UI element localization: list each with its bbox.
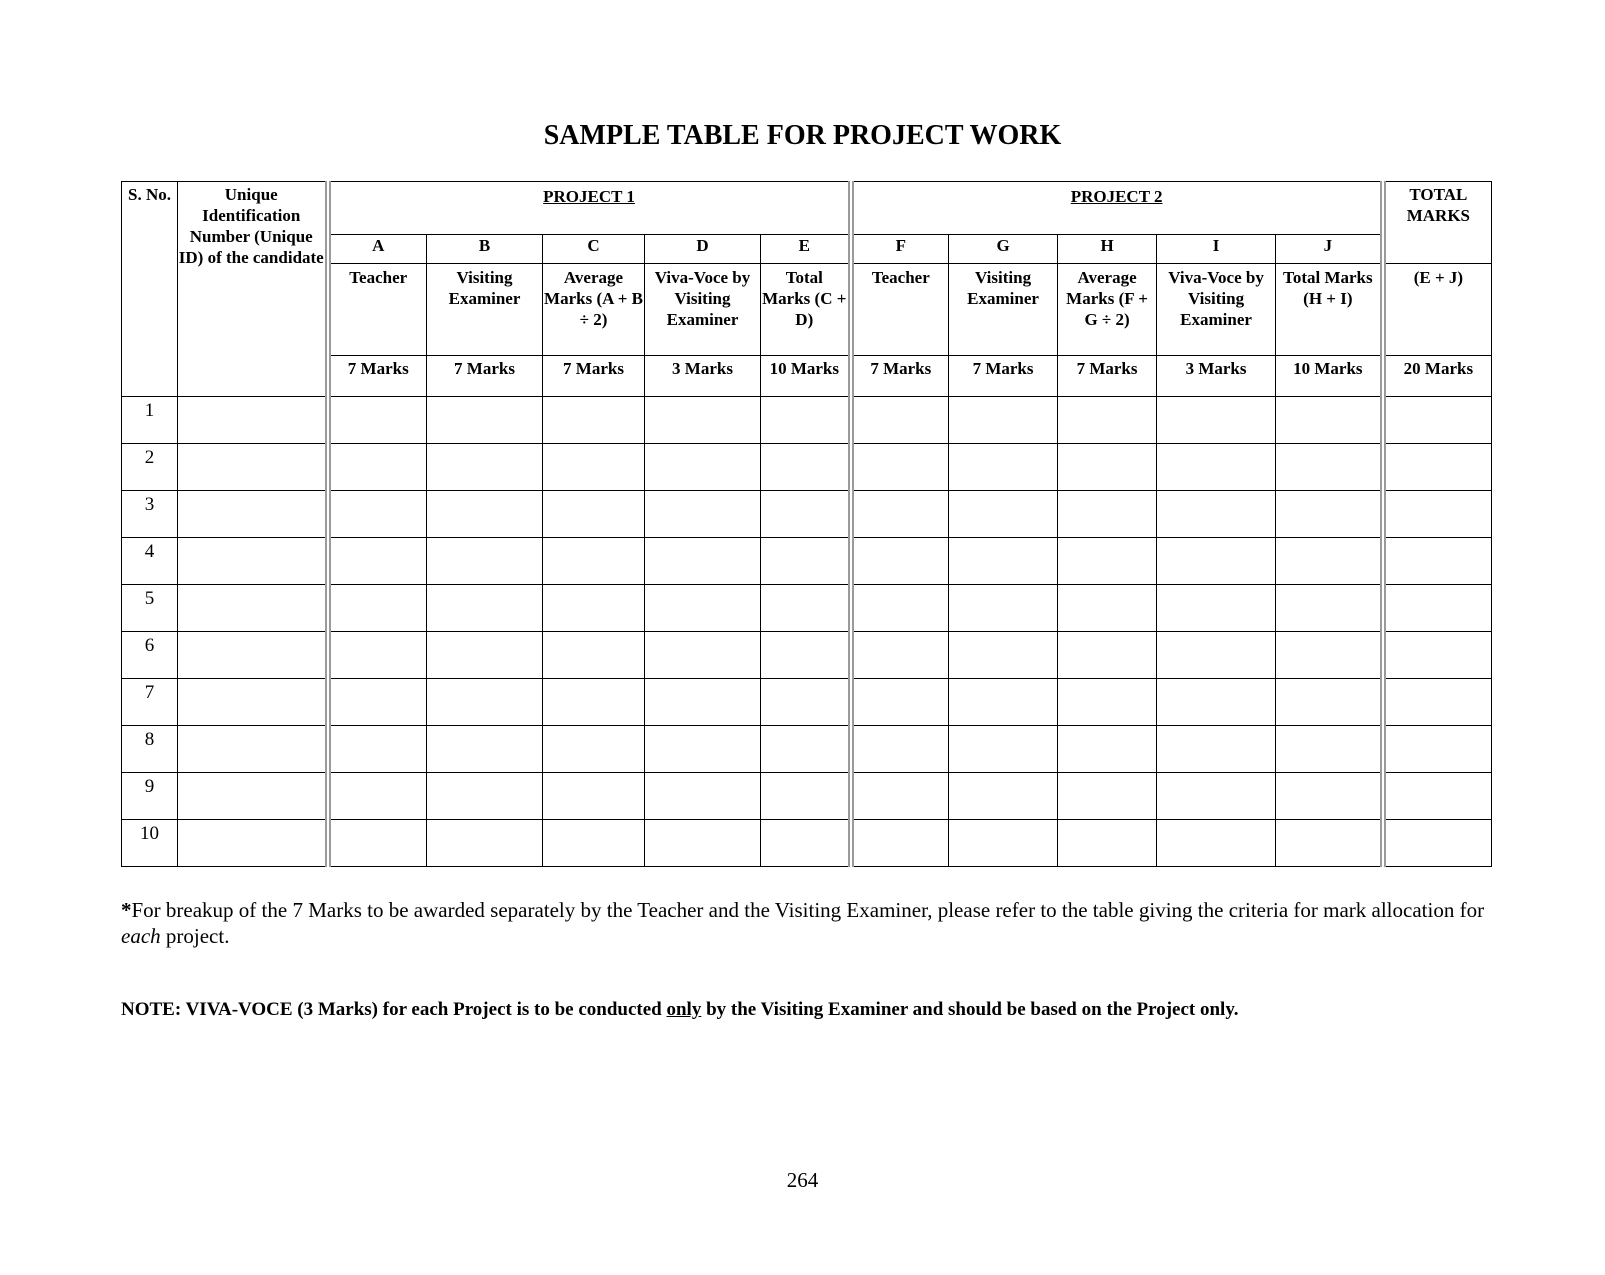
desc-h: Average Marks (F + G ÷ 2)	[1058, 264, 1157, 356]
row-number: 8	[122, 726, 178, 773]
marks-entry-cell	[761, 444, 851, 491]
marks-entry-cell	[1276, 773, 1383, 820]
marks-entry-cell	[851, 397, 949, 444]
marks-entry-cell	[761, 632, 851, 679]
marks-entry-cell	[427, 585, 543, 632]
table-row	[122, 632, 1492, 679]
header-project-2	[851, 182, 1383, 235]
marks-entry-cell	[645, 444, 761, 491]
marks-entry-cell	[1276, 679, 1383, 726]
marks-entry-cell	[949, 585, 1058, 632]
marks-entry-cell	[328, 538, 427, 585]
marks-entry-cell	[427, 820, 543, 867]
header-sno: S. No.	[122, 182, 178, 397]
marks-entry-cell	[427, 491, 543, 538]
desc-i: Viva-Voce by Visiting Examiner	[1157, 264, 1276, 356]
marks-entry-cell	[851, 491, 949, 538]
marks-entry-cell	[645, 585, 761, 632]
marks-entry-cell	[949, 679, 1058, 726]
marks-entry-cell	[761, 726, 851, 773]
marks-entry-cell	[427, 773, 543, 820]
marks-entry-cell	[1157, 397, 1276, 444]
footnote-text: For breakup of the 7 Marks to be awarded separately by the Teacher and the Visiting Examiner, please refer to the table giving the criteria for mark allocation for	[131, 898, 1485, 922]
unique-id-cell	[178, 444, 328, 491]
marks-entry-cell	[1383, 773, 1492, 820]
desc-d: Viva-Voce by Visiting Examiner	[645, 264, 761, 356]
letter-b: B	[427, 235, 543, 264]
marks-entry-cell	[1157, 444, 1276, 491]
desc-b: Visiting Examiner	[427, 264, 543, 356]
marks-entry-cell	[427, 679, 543, 726]
marks-entry-cell	[1276, 632, 1383, 679]
marks-entry-cell	[949, 632, 1058, 679]
desc-f: Teacher	[851, 264, 949, 356]
row-number: 2	[122, 444, 178, 491]
marks-entry-cell	[1276, 726, 1383, 773]
marks-entry-cell	[761, 538, 851, 585]
header-total-marks: TOTAL MARKS	[1383, 182, 1492, 264]
marks-entry-cell	[427, 726, 543, 773]
viva-voce-note	[121, 998, 1493, 1022]
marks-entry-cell	[543, 538, 645, 585]
letter-j: J	[1276, 235, 1383, 264]
marks-entry-cell	[1058, 773, 1157, 820]
unique-id-cell	[178, 585, 328, 632]
marks-entry-cell	[949, 726, 1058, 773]
marks-entry-cell	[851, 820, 949, 867]
marks-entry-cell	[1383, 444, 1492, 491]
marks-entry-cell	[543, 585, 645, 632]
marks-i: 3 Marks	[1157, 356, 1276, 397]
marks-entry-cell	[328, 820, 427, 867]
row-number: 7	[122, 679, 178, 726]
marks-j: 10 Marks	[1276, 356, 1383, 397]
marks-entry-cell	[1157, 585, 1276, 632]
letter-i: I	[1157, 235, 1276, 264]
marks-entry-cell	[1383, 726, 1492, 773]
marks-entry-cell	[1058, 397, 1157, 444]
note-end: by the Visiting Examiner and should be based on the Project only.	[701, 999, 1239, 1020]
marks-entry-cell	[851, 585, 949, 632]
row-number: 5	[122, 585, 178, 632]
marks-entry-cell	[427, 538, 543, 585]
marks-entry-cell	[543, 444, 645, 491]
marks-entry-cell	[427, 632, 543, 679]
marks-entry-cell	[1276, 585, 1383, 632]
marks-entry-cell	[1157, 679, 1276, 726]
unique-id-cell	[178, 397, 328, 444]
table-row	[122, 397, 1492, 444]
marks-entry-cell	[427, 444, 543, 491]
marks-entry-cell	[328, 679, 427, 726]
marks-entry-cell	[949, 820, 1058, 867]
marks-entry-cell	[645, 726, 761, 773]
marks-entry-cell	[1058, 726, 1157, 773]
marks-entry-cell	[645, 820, 761, 867]
marks-h: 7 Marks	[1058, 356, 1157, 397]
marks-entry-cell	[543, 773, 645, 820]
marks-entry-cell	[1383, 679, 1492, 726]
project-2-label: PROJECT 2	[1070, 187, 1163, 206]
row-number: 10	[122, 820, 178, 867]
marks-c: 7 Marks	[543, 356, 645, 397]
marks-entry-cell	[761, 585, 851, 632]
marks-entry-cell	[761, 491, 851, 538]
page-number: 264	[786, 1168, 819, 1192]
marks-entry-cell	[1058, 585, 1157, 632]
desc-g: Visiting Examiner	[949, 264, 1058, 356]
marks-a: 7 Marks	[328, 356, 427, 397]
marks-entry-cell	[543, 491, 645, 538]
total-formula: (E + J)	[1383, 264, 1492, 356]
letter-c: C	[543, 235, 645, 264]
table-row	[122, 444, 1492, 491]
marks-entry-cell	[328, 444, 427, 491]
marks-entry-cell	[1276, 820, 1383, 867]
marks-entry-cell	[949, 538, 1058, 585]
marks-entry-cell	[761, 773, 851, 820]
marks-entry-cell	[1383, 820, 1492, 867]
marks-entry-cell	[851, 444, 949, 491]
marks-entry-cell	[328, 491, 427, 538]
table-row	[122, 679, 1492, 726]
marks-entry-cell	[1058, 538, 1157, 585]
marks-entry-cell	[1157, 773, 1276, 820]
marks-entry-cell	[949, 773, 1058, 820]
table-row	[122, 773, 1492, 820]
marks-entry-cell	[949, 444, 1058, 491]
marks-entry-cell	[1058, 632, 1157, 679]
marks-entry-cell	[949, 491, 1058, 538]
marks-entry-cell	[328, 397, 427, 444]
unique-id-cell	[178, 632, 328, 679]
marks-entry-cell	[1157, 632, 1276, 679]
marks-entry-cell	[761, 679, 851, 726]
table-row	[122, 726, 1492, 773]
total-marks-value: 20 Marks	[1383, 356, 1492, 397]
desc-c: Average Marks (A + B ÷ 2)	[543, 264, 645, 356]
table-row	[122, 538, 1492, 585]
row-number: 1	[122, 397, 178, 444]
footnote-end: project.	[160, 924, 230, 948]
row-number: 6	[122, 632, 178, 679]
marks-entry-cell	[1058, 491, 1157, 538]
marks-entry-cell	[851, 679, 949, 726]
header-unique-id: Unique Identification Number (Unique ID) of the candidate	[178, 182, 328, 397]
marks-g: 7 Marks	[949, 356, 1058, 397]
row-number: 3	[122, 491, 178, 538]
marks-entry-cell	[328, 585, 427, 632]
unique-id-cell	[178, 773, 328, 820]
marks-entry-cell	[645, 397, 761, 444]
footnote	[121, 897, 1493, 949]
marks-entry-cell	[1276, 538, 1383, 585]
desc-j: Total Marks (H + I)	[1276, 264, 1383, 356]
unique-id-cell	[178, 491, 328, 538]
marks-entry-cell	[851, 726, 949, 773]
project-1-label: PROJECT 1	[543, 187, 635, 206]
marks-entry-cell	[851, 773, 949, 820]
marks-entry-cell	[851, 632, 949, 679]
marks-entry-cell	[645, 773, 761, 820]
marks-entry-cell	[645, 491, 761, 538]
footnote-emphasis: each	[121, 924, 161, 948]
marks-entry-cell	[543, 820, 645, 867]
marks-e: 10 Marks	[761, 356, 851, 397]
marks-entry-cell	[1157, 726, 1276, 773]
table-row	[122, 491, 1492, 538]
marks-entry-cell	[1276, 444, 1383, 491]
marks-entry-cell	[761, 820, 851, 867]
unique-id-cell	[178, 538, 328, 585]
marks-entry-cell	[1276, 491, 1383, 538]
marks-entry-cell	[1058, 820, 1157, 867]
marks-entry-cell	[949, 397, 1058, 444]
marks-entry-cell	[1157, 820, 1276, 867]
marks-entry-cell	[1058, 679, 1157, 726]
header-project-1	[328, 182, 851, 235]
footnote-star: *	[121, 898, 132, 922]
marks-d: 3 Marks	[645, 356, 761, 397]
marks-entry-cell	[1383, 491, 1492, 538]
marks-entry-cell	[1383, 538, 1492, 585]
table-row	[122, 820, 1492, 867]
letter-g: G	[949, 235, 1058, 264]
marks-entry-cell	[1383, 397, 1492, 444]
marks-entry-cell	[645, 679, 761, 726]
marks-entry-cell	[543, 397, 645, 444]
marks-entry-cell	[645, 538, 761, 585]
marks-entry-cell	[645, 632, 761, 679]
marks-entry-cell	[427, 397, 543, 444]
letter-a: A	[328, 235, 427, 264]
desc-a: Teacher	[328, 264, 427, 356]
project-marks-table	[121, 181, 1492, 867]
note-text: NOTE: VIVA-VOCE (3 Marks) for each Project is to be conducted	[121, 999, 667, 1020]
note-underlined: only	[666, 999, 702, 1020]
marks-entry-cell	[543, 632, 645, 679]
marks-b: 7 Marks	[427, 356, 543, 397]
marks-entry-cell	[328, 632, 427, 679]
marks-entry-cell	[543, 679, 645, 726]
unique-id-cell	[178, 820, 328, 867]
marks-entry-cell	[328, 726, 427, 773]
marks-entry-cell	[1157, 538, 1276, 585]
marks-entry-cell	[1157, 491, 1276, 538]
marks-entry-cell	[761, 397, 851, 444]
letter-h: H	[1058, 235, 1157, 264]
desc-e: Total Marks (C + D)	[761, 264, 851, 356]
marks-entry-cell	[1383, 585, 1492, 632]
row-number: 9	[122, 773, 178, 820]
table-body	[122, 397, 1492, 867]
marks-entry-cell	[1276, 397, 1383, 444]
marks-entry-cell	[1383, 632, 1492, 679]
row-number: 4	[122, 538, 178, 585]
marks-entry-cell	[1058, 444, 1157, 491]
letter-e: E	[761, 235, 851, 264]
table-row	[122, 585, 1492, 632]
marks-f: 7 Marks	[851, 356, 949, 397]
unique-id-cell	[178, 726, 328, 773]
marks-entry-cell	[328, 773, 427, 820]
marks-entry-cell	[543, 726, 645, 773]
marks-entry-cell	[851, 538, 949, 585]
letter-d: D	[645, 235, 761, 264]
letter-f: F	[851, 235, 949, 264]
page-title: SAMPLE TABLE FOR PROJECT WORK	[543, 120, 1062, 151]
unique-id-cell	[178, 679, 328, 726]
